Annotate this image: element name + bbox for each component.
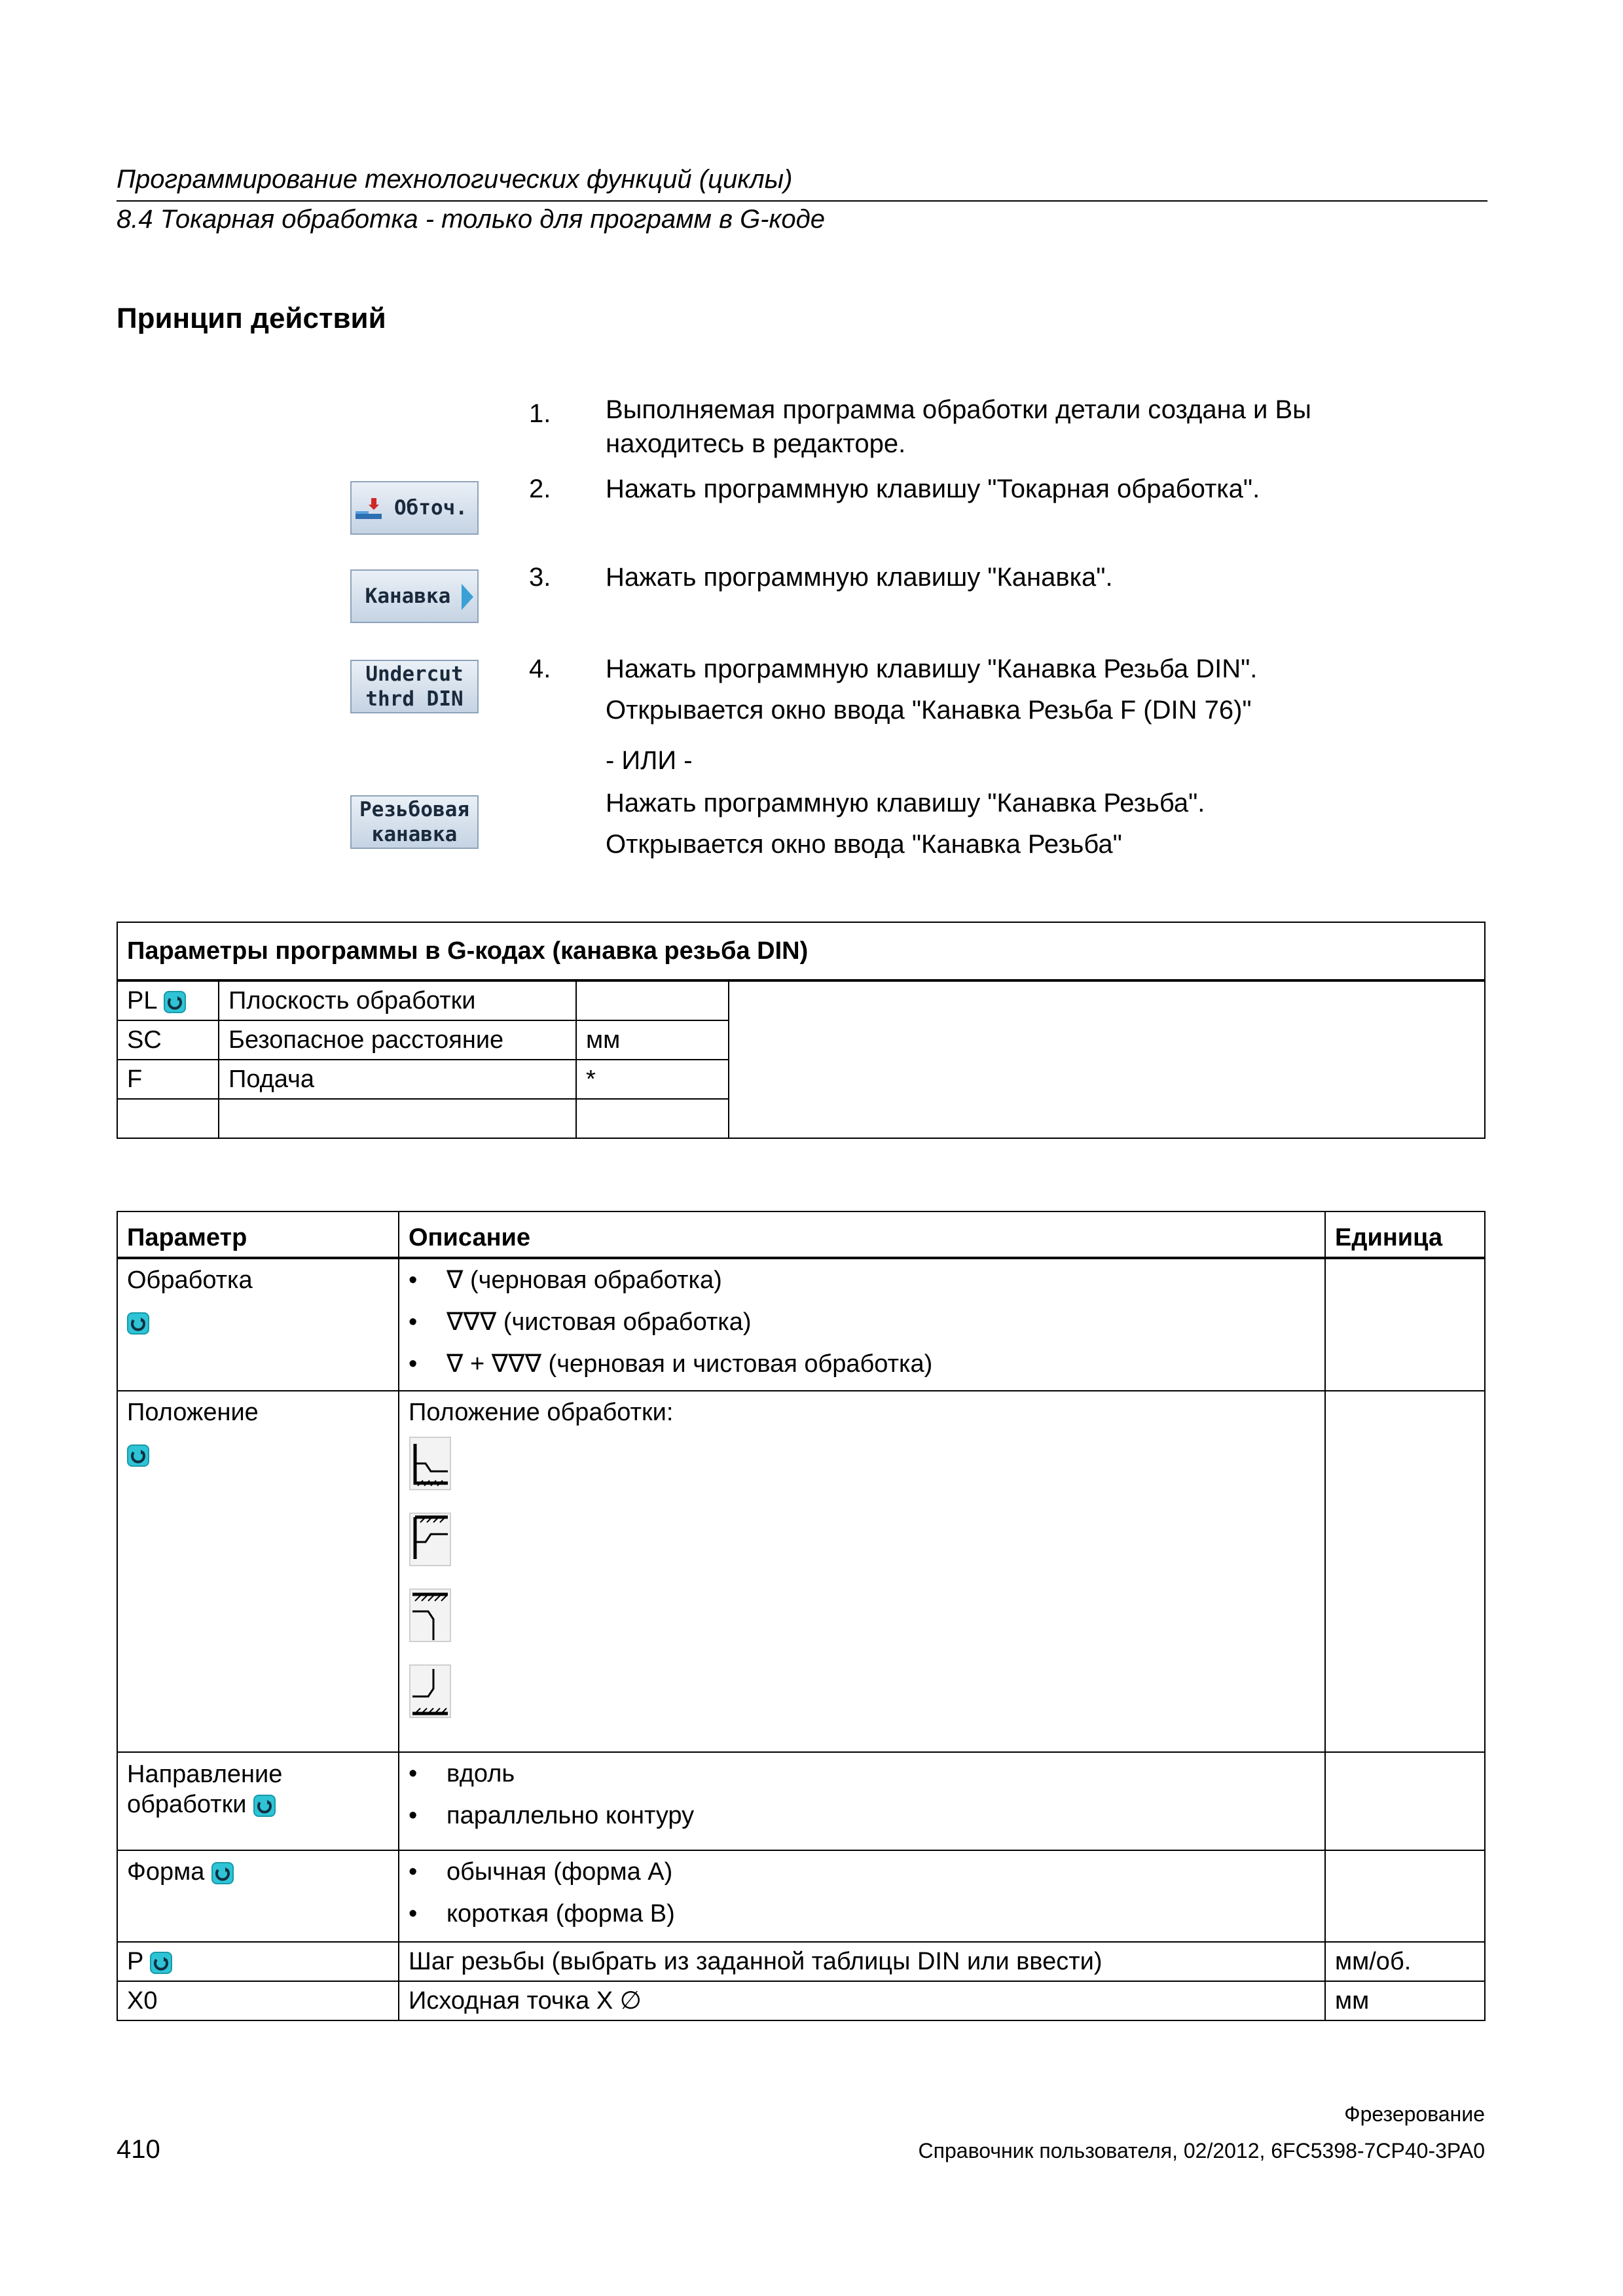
unit-cell: мм/об. [1325,1942,1485,1981]
param-name: Обработка [127,1266,253,1294]
list-item: • обычная (форма A) [409,1851,1315,1893]
param-cell [117,1942,399,1981]
unit-cell [1325,1391,1485,1752]
col-header-description: Описание [399,1211,1325,1258]
softkey-thread-groove[interactable] [350,795,479,849]
unit-cell: мм [1325,1981,1485,2020]
list-item: • параллельно контуру [409,1795,1315,1837]
page-title: Принцип действий [117,302,386,334]
param-cell: F [117,1060,219,1099]
footer-chapter: Фрезерование [1344,2102,1485,2126]
step-text: Выполняемая программа обработки детали создана и Вы находитесь в редакторе. [606,395,1311,458]
desc-cell [399,1752,1325,1850]
desc-cell: Исходная точка X ∅ [399,1981,1325,2020]
desc-cell: Шаг резьбы (выбрать из заданной таблицы DIN или ввести) [399,1942,1325,1981]
desc-cell [219,1099,576,1138]
step-text: Открывается окно ввода "Канавка Резьба" [606,830,1122,859]
desc-cell [399,1850,1325,1942]
header-section-title: 8.4 Токарная обработка - только для программ в G-коде [117,205,825,234]
softkey-turning[interactable] [350,481,479,535]
table-row [117,1391,1485,1752]
table-row [117,980,1485,1020]
unit-cell [1325,1850,1485,1942]
position-inner-back-icon [409,1661,453,1724]
step-text: Нажать программную клавишу "Канавка". [606,563,1113,592]
turning-icon [354,495,383,524]
cycle-toggle-icon[interactable] [164,991,186,1013]
table-caption: Параметры программы в G-кодах (канавка резьба DIN) [117,922,1485,980]
list-item: • вдоль [409,1753,1315,1795]
step-number: 3. [529,563,551,592]
cycle-toggle-icon[interactable] [253,1795,276,1817]
desc-cell: Плоскость обработки [219,980,576,1020]
table-row [117,1850,1485,1942]
softkey-groove-label: Канавка [365,584,451,608]
cycle-toggle-icon[interactable] [127,1312,149,1335]
page-number: 410 [117,2135,160,2164]
unit-cell: * [576,1060,729,1099]
table-header-row [117,1211,1485,1258]
param-cell: X0 [117,1981,399,2020]
blank-cell [729,980,1485,1138]
param-cell [117,1850,399,1942]
step-number: 1. [529,399,551,428]
softkey-groove[interactable] [350,569,479,623]
table-row [117,1942,1485,1981]
step-text: Открывается окно ввода "Канавка Резьба F (DIN 76)" [606,696,1252,725]
step-number: 4. [529,655,551,683]
param-cell [117,1752,399,1850]
unit-cell [576,980,729,1020]
step-text: Нажать программную клавишу "Канавка Резьба DIN". [606,655,1258,683]
softkey-thread-groove-label: Резьбовая канавка [359,798,469,846]
gcode-params-table [117,922,1486,1139]
list-item: • ∇ (черновая обработка) [409,1259,1315,1301]
list-item: • короткая (форма B) [409,1893,1315,1935]
unit-cell [1325,1258,1485,1391]
step-text: Нажать программную клавишу "Токарная обработка". [606,475,1260,503]
param-cell [117,980,219,1020]
softkey-undercut-thread-din-label: Undercut thrd DIN [365,662,464,711]
param-cell [117,1099,219,1138]
list-item: • ∇ + ∇∇∇ (черновая и чистовая обработка) [409,1343,1315,1385]
param-name: Направление обработки [127,1761,283,1818]
step-number: 2. [529,475,551,503]
table-row [117,1258,1485,1391]
desc-cell [399,1258,1325,1391]
param-cell [117,1391,399,1752]
header-rule [117,200,1487,202]
position-outer-back-icon [409,1509,453,1572]
cycle-toggle-icon[interactable] [127,1444,149,1467]
unit-cell: мм [576,1020,729,1060]
table-row [117,1752,1485,1850]
param-name: P [127,1948,143,1975]
step-text: Нажать программную клавишу "Канавка Резьба". [606,789,1205,817]
param-name: Форма [127,1858,205,1886]
softkey-turning-label: Обточ. [394,496,467,520]
or-separator: - ИЛИ - [606,746,693,775]
unit-cell [576,1099,729,1138]
position-outer-front-icon [409,1433,453,1496]
desc-cell: Безопасное расстояние [219,1020,576,1060]
param-cell [117,1258,399,1391]
cycle-toggle-icon[interactable] [150,1952,172,1974]
param-name: PL [127,987,157,1014]
desc-cell [399,1391,1325,1752]
desc-cell: Подача [219,1060,576,1099]
col-header-parameter: Параметр [117,1211,399,1258]
header-chapter-title: Программирование технологических функций (циклы) [117,165,793,194]
arrow-right-icon [462,584,473,610]
softkey-undercut-thread-din[interactable] [350,660,479,713]
cycle-toggle-icon[interactable] [211,1862,234,1884]
parameter-description-table [117,1211,1486,2021]
position-inner-front-icon [409,1585,453,1648]
footer-manual-ref: Справочник пользователя, 02/2012, 6FC5398-7CP40-3PA0 [918,2139,1485,2162]
table-row [117,1981,1485,2020]
param-cell: SC [117,1020,219,1060]
position-label: Положение обработки: [409,1399,674,1426]
col-header-unit: Единица [1325,1211,1485,1258]
param-name: Положение [127,1399,259,1426]
list-item: • ∇∇∇ (чистовая обработка) [409,1301,1315,1343]
unit-cell [1325,1752,1485,1850]
